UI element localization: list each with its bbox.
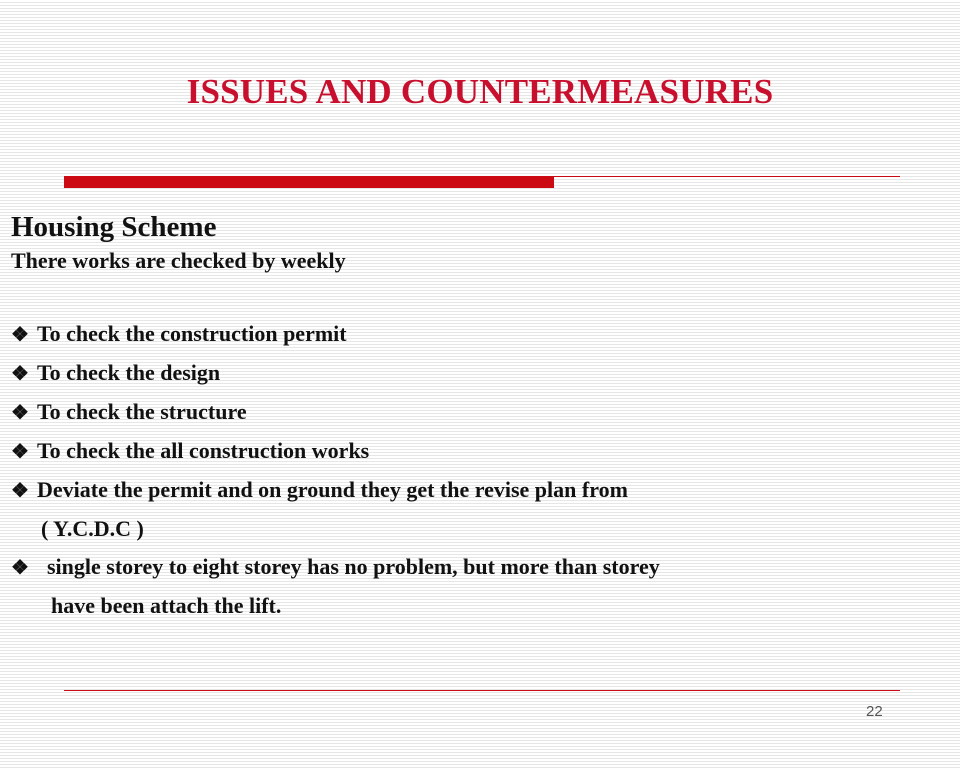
bullet-text: Deviate the permit and on ground they get the revise plan from — [37, 477, 628, 502]
bullet-text: To check the design — [37, 360, 221, 385]
bullet-continuation: have been attach the lift. — [51, 593, 282, 618]
bullet-text: To check the structure — [37, 399, 247, 424]
title-underline-thin — [554, 176, 900, 177]
bullet-item — [11, 471, 951, 510]
bullet-item — [11, 354, 951, 393]
diamond-bullet-icon: ❖ — [11, 324, 29, 346]
page-number: 22 — [866, 703, 883, 720]
section-heading: Housing Scheme — [11, 211, 217, 243]
bullet-item — [11, 432, 951, 471]
bullet-item — [11, 393, 951, 432]
diamond-bullet-icon: ❖ — [11, 480, 29, 502]
bullet-item — [11, 548, 951, 587]
diamond-bullet-icon: ❖ — [11, 402, 29, 424]
diamond-bullet-icon: ❖ — [11, 557, 29, 579]
diamond-bullet-icon: ❖ — [11, 441, 29, 463]
bullet-text: To check the construction permit — [37, 321, 347, 346]
slide-title: ISSUES AND COUNTERMEASURES — [186, 72, 774, 111]
footer-rule — [64, 690, 900, 691]
title-underline-thick — [64, 176, 554, 188]
section-subheading: There works are checked by weekly — [11, 248, 346, 273]
bullet-continuation: ( Y.C.D.C ) — [41, 516, 144, 541]
bullet-text: To check the all construction works — [37, 438, 370, 463]
bullet-text: single storey to eight storey has no problem, but more than storey — [47, 554, 660, 579]
diamond-bullet-icon: ❖ — [11, 363, 29, 385]
slide-body — [11, 209, 951, 625]
spacer — [11, 277, 951, 315]
bullet-item — [11, 315, 951, 354]
